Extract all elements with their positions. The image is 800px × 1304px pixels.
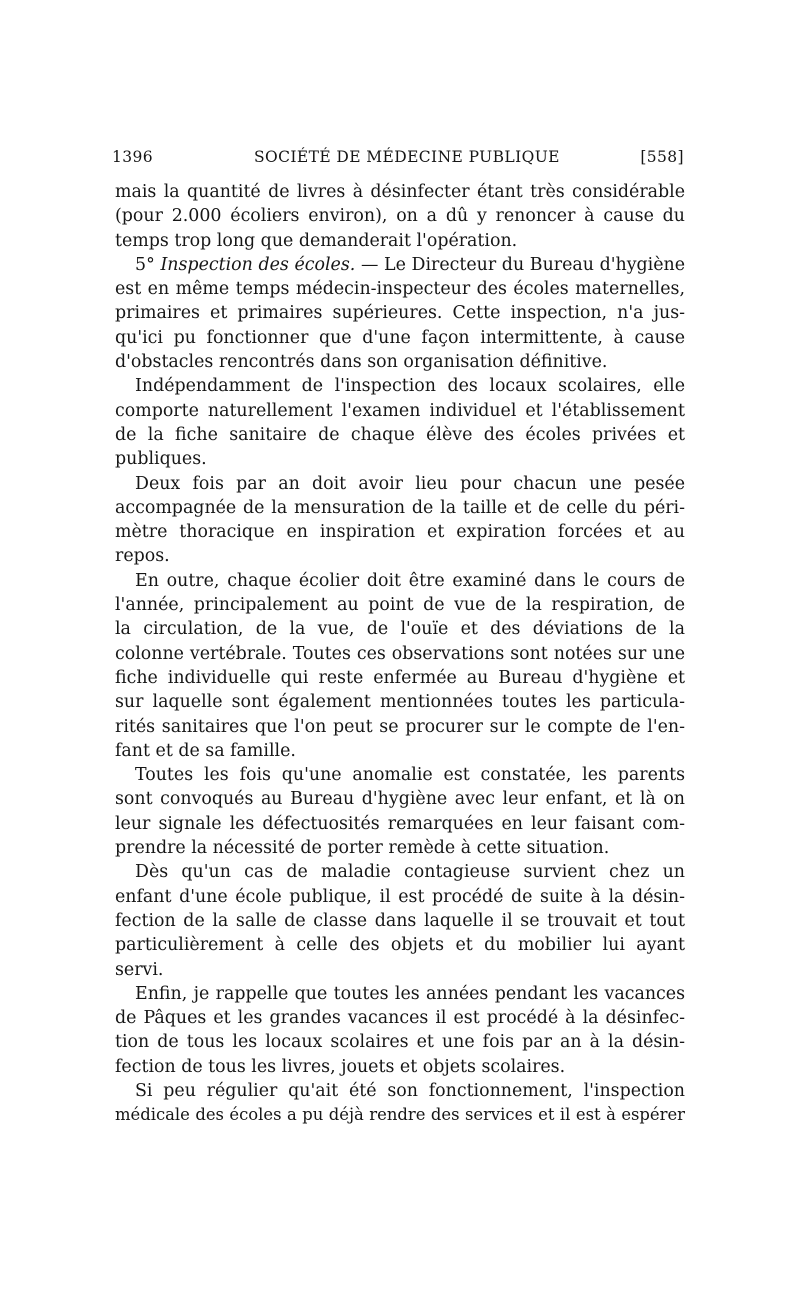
paragraph (115, 374, 685, 471)
paragraph (115, 180, 685, 253)
paragraph (115, 472, 685, 569)
paragraph (115, 860, 685, 981)
text-line: fant et de sa famille. (115, 740, 296, 761)
text-line: En outre, chaque écolier doit être examiné dans le cours de (135, 570, 685, 591)
paragraph (115, 763, 685, 860)
running-title: SOCIÉTÉ DE MÉDECINE PUBLIQUE (254, 148, 560, 166)
text-line: leur signale les défectuosités remarquées en leur faisant com- (115, 813, 685, 834)
text-line: rités sanitaires que l'on peut se procurer sur le compte de l'en- (115, 716, 685, 737)
text-line: de Pâques et les grandes vacances il est procédé à la désinfec- (115, 1008, 685, 1029)
text-line: prendre la nécessité de porter remède à cette situation. (115, 838, 610, 859)
text-line: (pour 2.000 écoliers environ), on a dû y renoncer à cause du (115, 206, 685, 227)
body-text (115, 180, 685, 1128)
text-line: primaires et primaires supérieures. Cette inspection, n'a jus- (115, 303, 685, 324)
text-line: l'année, principalement au point de vue de la respiration, de (115, 595, 685, 616)
text-line: enfant d'une école publique, il est procédé de suite à la désin- (115, 886, 685, 907)
text-line: d'obstacles rencontrés dans son organisation définitive. (115, 352, 608, 373)
text-line: fection de la salle de classe dans laquelle il se trouvait et tout (115, 910, 685, 931)
text-line: accompagnée de la mensuration de la taille et de celle du péri- (115, 497, 685, 518)
text-line: colonne vertébrale. Toutes ces observations sont notées sur une (115, 643, 685, 664)
text-line: médicale des écoles a pu déjà rendre des services et il est à espérer (115, 1105, 685, 1125)
text-line: Deux fois par an doit avoir lieu pour chacun une pesée (135, 473, 685, 494)
section-number: 5° (135, 254, 155, 275)
paragraph (115, 569, 685, 763)
text-line: qu'ici pu fonctionner que d'une façon intermittente, à cause (115, 327, 685, 348)
text-line: publiques. (115, 449, 207, 470)
text-line: repos. (115, 546, 170, 567)
text-line: de la fiche sanitaire de chaque élève des écoles privées et (115, 424, 685, 445)
text-line: temps trop long que demanderait l'opération. (115, 230, 518, 251)
text-line: tion de tous les locaux scolaires et une fois par an à la désin- (115, 1032, 685, 1053)
paragraph (115, 1079, 685, 1128)
text-line: la circulation, de la vue, de l'ouïe et des déviations de la (115, 619, 685, 640)
text-line: Indépendamment de l'inspection des locaux scolaires, elle (135, 376, 685, 397)
text-line: Enfin, je rappelle que toutes les années pendant les vacances (135, 983, 685, 1004)
text-line: sont convoqués au Bureau d'hygiène avec leur enfant, et là on (115, 789, 685, 810)
running-header (112, 148, 684, 170)
text-line: mais la quantité de livres à désinfecter étant très considérable (115, 182, 685, 202)
text-fragment: — Le Directeur du Bureau d'hygiène (360, 254, 686, 275)
paragraph-inspection-des-ecoles (115, 253, 685, 374)
paragraph (115, 982, 685, 1079)
text-line: fiche individuelle qui reste enfermée au Bureau d'hygiène et (115, 667, 685, 688)
text-line: Dès qu'un cas de maladie contagieuse survient chez un (135, 862, 685, 883)
page-number: 1396 (112, 148, 154, 166)
text-line: Toutes les fois qu'une anomalie est constatée, les parents (135, 765, 685, 786)
text-line: servi. (115, 959, 164, 980)
text-line: comporte naturellement l'examen individuel et l'établissement (115, 400, 685, 421)
text-line: fection de tous les livres, jouets et objets scolaires. (115, 1056, 566, 1077)
text-line: Si peu régulier qu'ait été son fonctionnement, l'inspection (135, 1080, 685, 1101)
text-line: sur laquelle sont également mentionnées toutes les particula- (115, 692, 685, 713)
page-reference: [558] (640, 148, 684, 166)
text-line (115, 253, 685, 277)
section-heading: Inspection des écoles. (160, 254, 356, 275)
text-line: mètre thoracique en inspiration et expiration forcées et au (115, 522, 685, 543)
text-line: particulièrement à celle des objets et du mobilier lui ayant (115, 935, 685, 956)
text-line: est en même temps médecin-inspecteur des écoles maternelles, (115, 279, 685, 300)
